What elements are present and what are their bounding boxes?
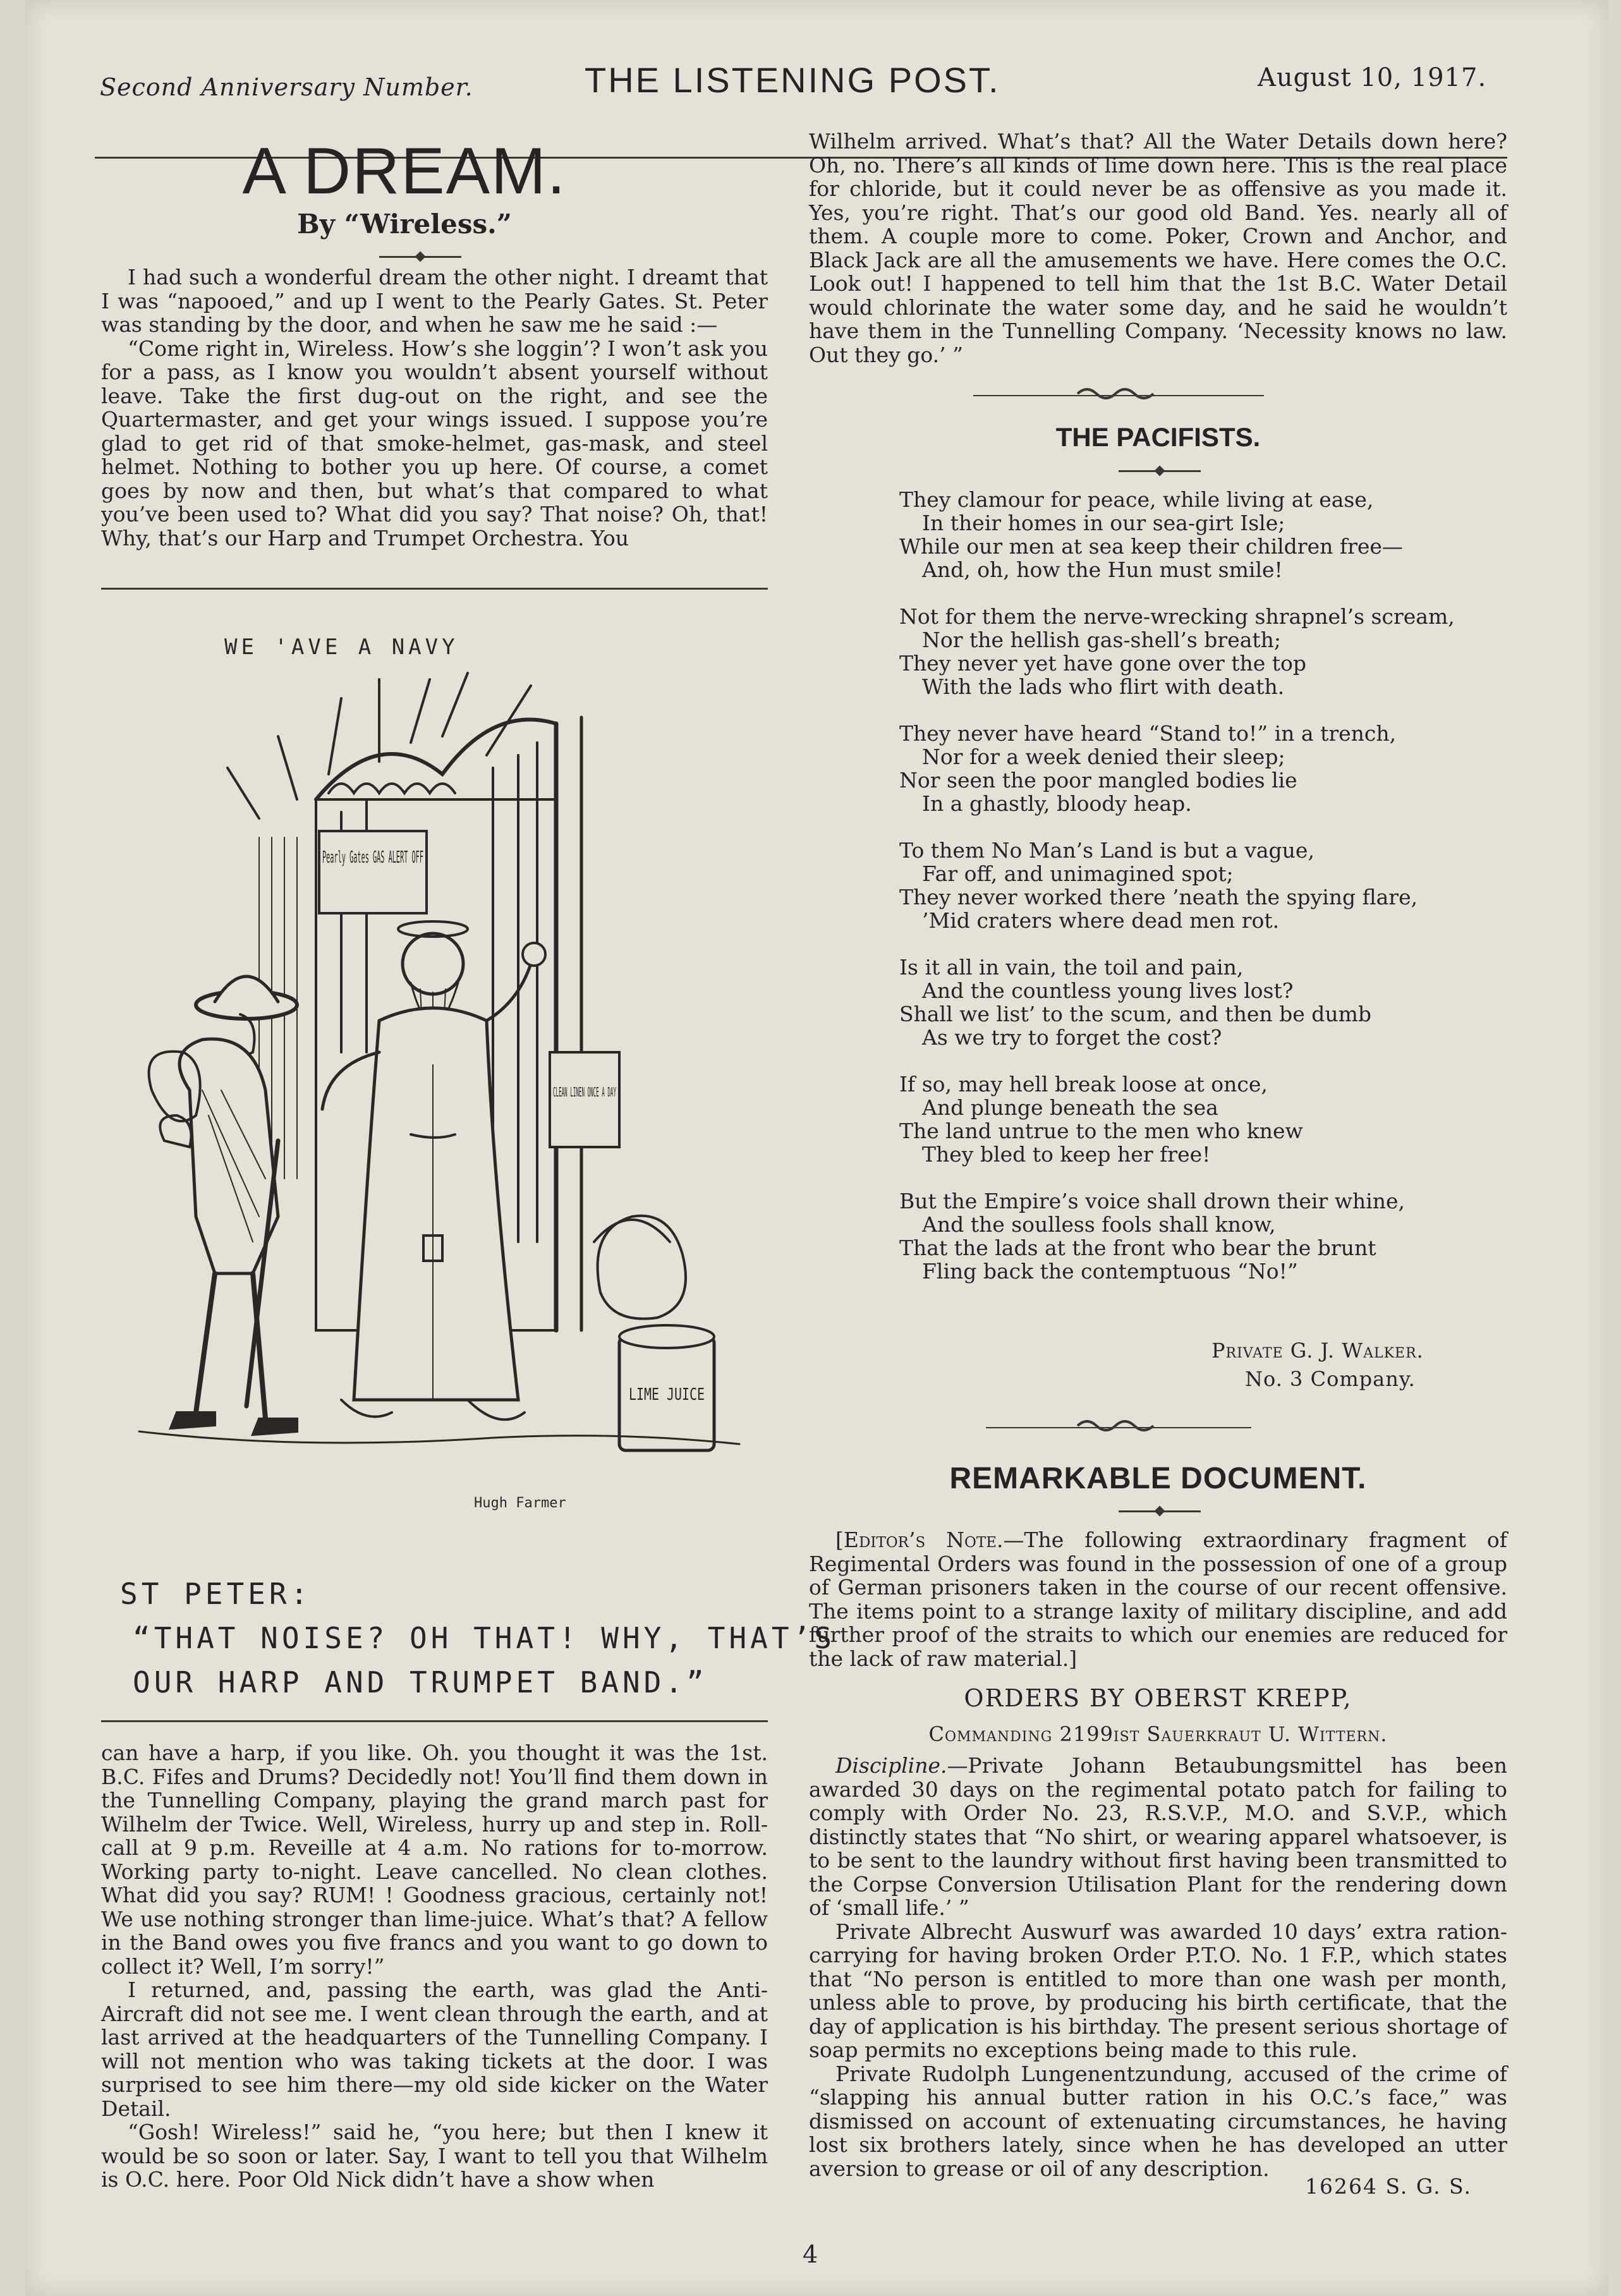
discipline-label: Discipline. [835,1753,947,1778]
issue-date: August 10, 1917. [1258,63,1487,92]
orders-paragraph: Private Albrecht Auswurf was awarded 10 days’ extra ration-carrying for having broken Order P.T.O. No. 1 F.P., which states that “No person is entitled to more than one wash per month, unless able to prove, by producing his birth certificate, that the day of application is his birthday. The present serious shortage of soap permits no exceptions being made to this rule. [809,1919,1507,2062]
cartoon-caption-line: “THAT NOISE? OH THAT! WHY, THAT’S [133,1621,835,1655]
dream-paragraph: can have a harp, if you like. Oh. you thought it was the 1st. B.C. Fifes and Drums? Decidedly not! You’ll find them down in the Tunnelling Company, playing the grand march past for Wilhelm der Twice. Well, Wireless, hurry up and step in. Roll-call at 9 p.m. Reveille at 4 a.m. No rations for to-morrow. Working party to-night. Leave cancelled. No clean clothes. What did you say? RUM! ! Goodness gracious, certainly not! We use nothing stronger than lime-juice. What’s that? A fellow in the Band owes you five francs and you want to go down to collect it? Well, I’m sorry!” [101,1740,768,1979]
editor-note [809,1528,1507,1670]
poem-line: But the Empire’s voice shall drown their whine, [899,1189,1405,1213]
ornament-wave [1074,384,1163,403]
poem-line: Nor for a week denied their sleep; [922,744,1285,769]
poem-line: They never have heard “Stand to!” in a trench, [899,721,1397,746]
poem-line: Nor the hellish gas-shell’s breath; [922,628,1282,652]
editor-note-text: —The following extraordinary fragment of Regimental Orders was found in the possession of one of a group of German prisoners taken in the course of our recent offensive. The items point to a strange laxity of military discipline, and add further proof of the straits to which our enemies are reduced for the lack of raw material.] [809,1528,1507,1671]
poem-stanza [899,1189,1506,1283]
dream-paragraph: I returned, and, passing the earth, was glad the Anti-Aircraft did not see me. I went clean through the earth, and at last arrived at the headquarters of the Tunnelling Company. I will not mention who was taking tickets at the door. I was surprised to see him there—my old side kicker on the Water Detail. [101,1977,768,2121]
document-signature: 16264 S. G. S. [1305,2174,1472,2199]
poem-line: Is it all in vain, the toil and pain, [899,955,1244,980]
orders-commanding: Commanding 2199ist Sauerkraut U. Wittern. [928,1722,1388,1746]
cartoon-caption-speaker: ST PETER: [120,1577,312,1611]
section-rule [101,588,768,590]
orders-paragraph: —Private Johann Betaubungsmittel has been awarded 30 days on the regimental potato patch for failing to comply with Order No. 23, R.S.V.P., M.O. and S.V.P., which distinctly states that “No shirt, or wearing apparel whatsoever, is to be sent to the laundry without first having been transmitted to the Corpse Conversion Utilisation Plant for the rendering down of ‘small life.’ ” [809,1753,1507,1920]
poem-stanza [899,956,1506,1049]
poem-line: While our men at sea keep their children free— [899,534,1403,559]
dream-paragraph: “Come right in, Wireless. How’s she loggin’? I won’t ask you for a pass, as I know you wouldn’t absent yourself without leave. Take the first dug-out on the right, and see the Quartermaster, and get your wings issued. I suppose you’re glad to get rid of that smoke-helmet, gas-mask, and steel helmet. Nothing to bother you up here. Of course, a comet goes by now and then, but what’s that compared to what you’ve been used to? What did you say? That noise? Oh, that! Why, that’s our Harp and Trumpet Orchestra. You [101,336,768,550]
tin-label: LIME JUICE [629,1385,705,1404]
poem-line: And the soulless fools shall know, [922,1212,1276,1237]
poem-body [899,488,1506,1306]
poem-author-company: No. 3 Company. [1245,1367,1416,1391]
poem-stanza [899,605,1506,698]
poem-line: In their homes in our sea-girt Isle; [922,511,1285,535]
section-rule [101,1720,768,1722]
gate-sign: Pearly Gates GAS ALERT OFF [322,848,423,867]
orders-paragraph: Private Rudolph Lungenentzundung, accused of the crime of “slapping his annual butter ration in his O.C.’s face,” was dismissed on account of extenuating circumstances, he having lost six brothers lately, since when he has developed an utter aversion to grease or oil of any description. [809,2061,1507,2181]
masthead [25,56,1608,106]
poem-line: They never worked there ’neath the spying flare, [899,885,1418,909]
poem-stanza [899,1072,1506,1166]
poem-line: Nor seen the poor mangled bodies lie [899,768,1297,793]
document-title: REMARKABLE DOCUMENT. [949,1462,1367,1495]
poem-line: And the countless young lives lost? [922,978,1294,1003]
poem-line: Shall we list’ to the scum, and then be dumb [899,1002,1372,1026]
newspaper-title: THE LISTENING POST. [585,60,1000,100]
dream-column-bottom [101,1741,768,2192]
poem-line: Far off, and unimagined spot; [922,861,1234,886]
poem-line: And plunge beneath the sea [922,1095,1218,1120]
article-title-dream: A DREAM. [242,135,567,208]
ornament-diamond [415,252,426,262]
poem-line: With the lads who flirt with death. [922,674,1285,699]
cartoon-caption-line: OUR HARP AND TRUMPET BAND.” [133,1665,708,1699]
ornament-diamond [1155,466,1165,477]
page-number: 4 [803,2240,818,2268]
poem-line: They clamour for peace, while living at ease, [899,487,1374,512]
orders-body [809,1754,1507,2180]
laundry-sign: CLEAN LINEN ONCE A DAY [553,1084,616,1100]
ornament-wave [1074,1416,1163,1435]
poem-line: In a ghastly, bloody heap. [922,791,1192,816]
poem-title: THE PACIFISTS. [1055,422,1261,452]
issue-label: Second Anniversary Number. [100,73,473,101]
poem-line: That the lads at the front who bear the brunt [899,1236,1376,1260]
dream-column-top [101,265,768,550]
poem-line: As we try to forget the cost? [922,1025,1222,1050]
article-byline: By “Wireless.” [297,209,512,240]
dream-column-continued [809,130,1507,367]
st-peter-cartoon [114,610,746,1589]
cartoon-shout: WE 'AVE A NAVY [224,635,459,660]
orders-heading: ORDERS BY OBERST KREPP, [964,1684,1352,1712]
poem-line: If so, may hell break loose at once, [899,1072,1268,1096]
ornament-diamond [1155,1506,1165,1517]
poem-line: And, oh, how the Hun must smile! [922,557,1283,582]
dream-paragraph: Wilhelm arrived. What’s that? All the Water Details down here? Oh, no. There’s all kinds of lime down here. This is the real place for chloride, but it could never be as offensive as you made it. Yes, you’re right. That’s our good old Band. Yes. nearly all of them. A couple more to come. Poker, Crown and Anchor, and Black Jack are all the amusements we have. Here comes the O.C. Look out! I happened to tell him that the 1st B.C. Water Detail would chlorinate the water some day, and he said he wouldn’t have them in the Tunnelling Company. ‘Necessity knows no law. Out they go.’ ” [809,129,1507,367]
poem-line: Fling back the contemptuous “No!” [922,1259,1298,1284]
poem-stanza [899,722,1506,815]
poem-stanza [899,839,1506,932]
poem-line: Not for them the nerve-wrecking shrapnel’s scream, [899,604,1455,629]
poem-line: The land untrue to the men who knew [899,1119,1303,1143]
poem-stanza [899,488,1506,581]
poem-author: Private G. J. Walker. [1211,1339,1424,1363]
artist-signature: Hugh Farmer [474,1495,566,1511]
editor-note-label: [Editor’s Note. [835,1528,1004,1552]
poem-line: To them No Man’s Land is but a vague, [899,838,1314,863]
poem-line: ’Mid craters where dead men rot. [922,908,1280,933]
poem-line: They bled to keep her free! [922,1142,1211,1167]
dream-paragraph: “Gosh! Wireless!” said he, “you here; but then I knew it would be so soon or later. Say, I want to tell you that Wilhelm is O.C. here. Poor Old Nick didn’t have a show when [101,2120,768,2192]
poem-line: They never yet have gone over the top [899,651,1307,676]
newspaper-page [25,0,1608,2296]
dream-paragraph: I had such a wonderful dream the other night. I dreamt that I was “napooed,” and up I went to the Pearly Gates. St. Peter was standing by the door, and when he saw me he said :— [101,265,768,337]
